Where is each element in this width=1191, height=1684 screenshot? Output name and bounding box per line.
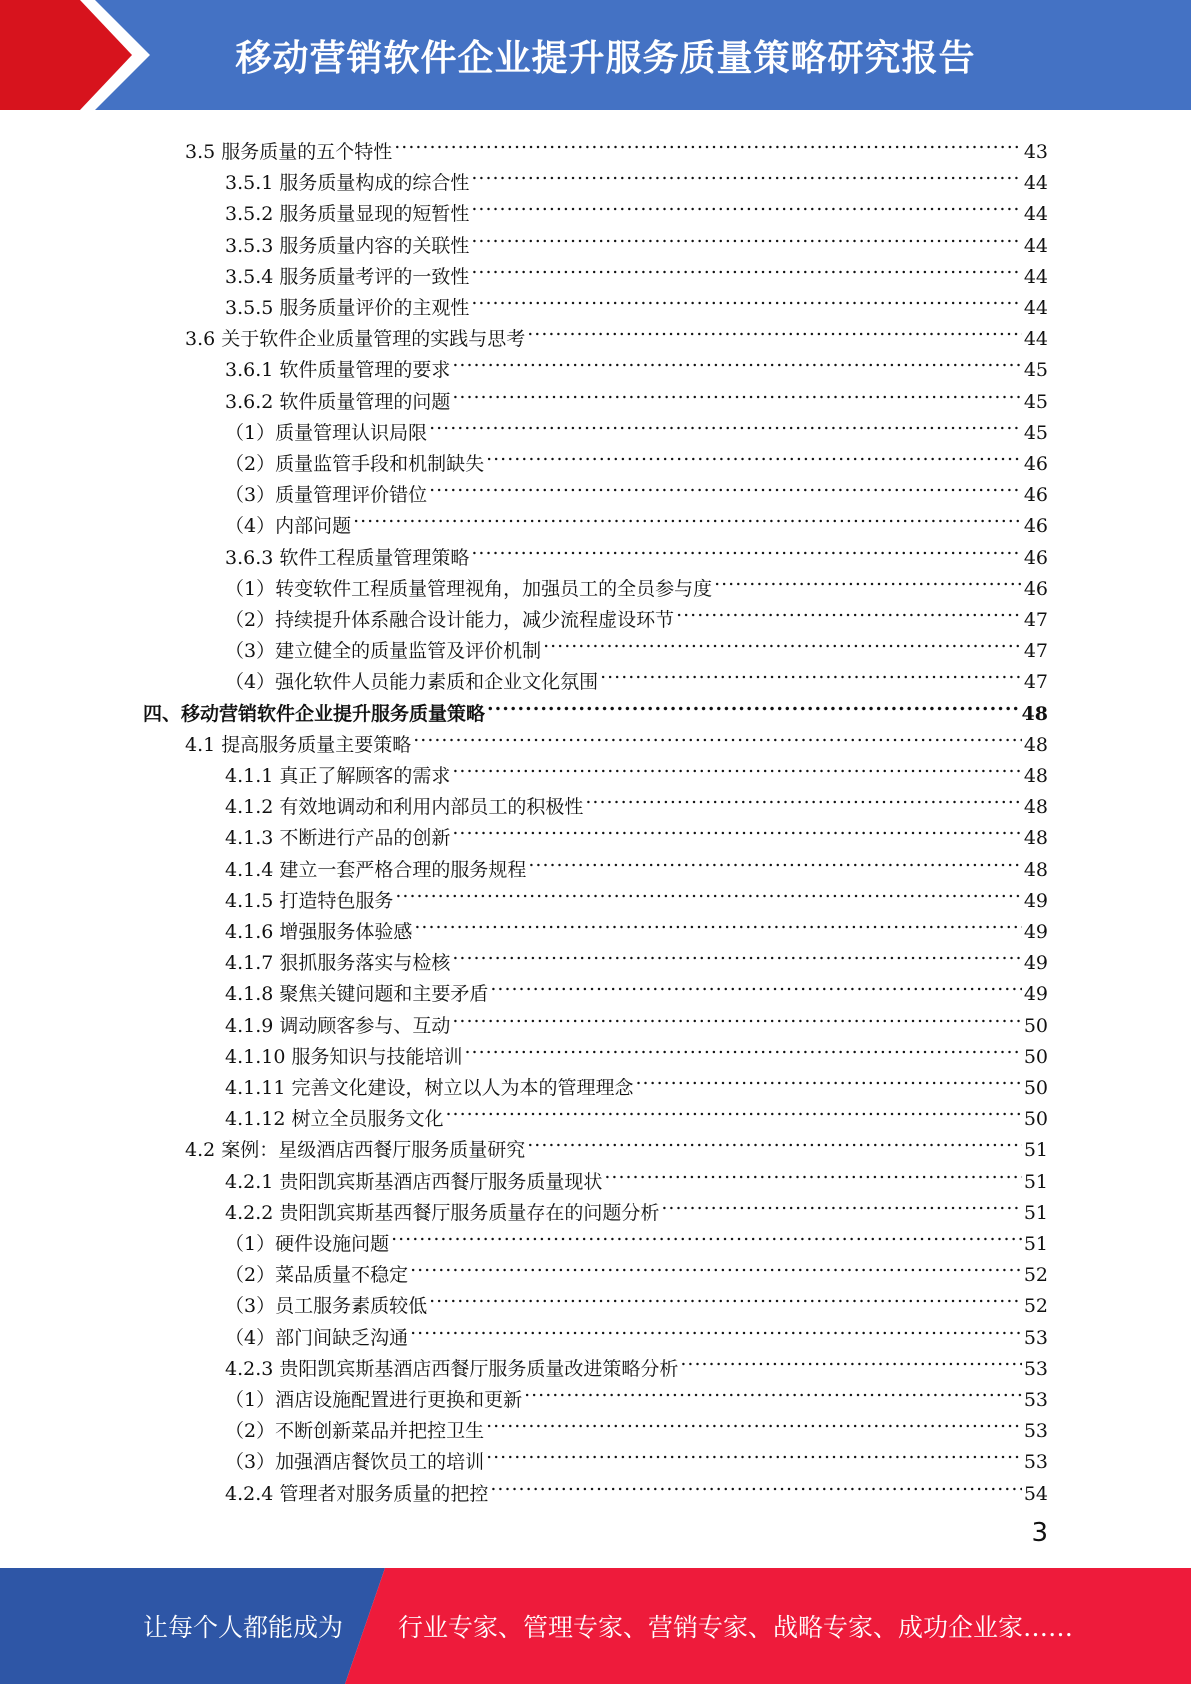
toc-dot-leader: [410, 1250, 1022, 1281]
toc-entry-page: 53: [1023, 1451, 1048, 1474]
toc-dot-leader: [452, 813, 1021, 844]
toc-entry[interactable]: [225, 345, 1048, 382]
toc-entry[interactable]: [225, 1063, 1048, 1099]
toc-dot-leader: [429, 408, 1022, 439]
footer-slogan-left: 让每个人都能成为: [143, 1613, 344, 1642]
toc-entry[interactable]: [225, 564, 1048, 600]
toc-entry-title: 4.1.9 调动顾客参与、互动: [225, 1014, 451, 1037]
toc-entry-title: 3.5.4 服务质量考评的一致性: [225, 265, 470, 288]
toc-entry[interactable]: [225, 782, 1048, 819]
toc-entry-page: 48: [1023, 827, 1048, 850]
toc-entry-title: 3.5.1 服务质量构成的综合性: [225, 172, 470, 195]
toc-entry-page: 44: [1023, 172, 1048, 195]
toc-entry[interactable]: [225, 158, 1048, 195]
toc-dot-leader: [676, 595, 1022, 626]
toc-dot-leader: [471, 189, 1021, 220]
toc-entry-page: 48: [1023, 765, 1048, 787]
toc-entry-page: 49: [1023, 921, 1048, 943]
toc-entry[interactable]: [225, 470, 1048, 507]
toc-entry-title: 4.1.6 增强服务体验感: [225, 921, 413, 943]
toc-dot-leader: [543, 626, 1022, 657]
toc-entry[interactable]: [225, 221, 1048, 257]
toc-entry-title: 3.6.3 软件工程质量管理策略: [225, 546, 470, 569]
toc-entry[interactable]: [225, 252, 1048, 288]
toc-entry[interactable]: [225, 1406, 1048, 1443]
toc-entry-title: （2）质量监管手段和机制缺失: [225, 453, 485, 475]
toc-entry-title: 4.1.10 服务知识与技能培训: [225, 1045, 463, 1068]
toc-entry-title: 4.1.3 不断进行产品的创新: [225, 827, 451, 850]
toc-dot-leader: [527, 1125, 1022, 1156]
header-arrow-decoration: [0, 0, 160, 110]
toc-dot-leader: [487, 689, 1020, 720]
toc-entry-title: 4.2.2 贵阳凯宾斯基西餐厅服务质量存在的问题分析: [225, 1201, 660, 1224]
toc-entry-page: 46: [1023, 453, 1048, 475]
toc-entry[interactable]: [225, 501, 1048, 538]
toc-entry[interactable]: [225, 439, 1048, 475]
toc-entry[interactable]: [185, 1125, 1048, 1162]
toc-entry-page: 43: [1023, 141, 1048, 163]
toc-entry[interactable]: [185, 314, 1048, 351]
toc-dot-leader: [527, 314, 1022, 345]
page-number: 3: [1031, 1518, 1048, 1548]
toc-entry[interactable]: [225, 1344, 1048, 1380]
toc-entry-title: 4.2.4 管理者对服务质量的把控: [225, 1482, 489, 1505]
toc-dot-leader: [680, 1344, 1021, 1375]
toc-dot-leader: [471, 283, 1021, 314]
toc-dot-leader: [395, 876, 1021, 907]
toc-entry[interactable]: [225, 969, 1048, 1006]
toc-entry-title: 4.1.4 建立一套严格合理的服务规程: [225, 858, 527, 881]
toc-entry[interactable]: [225, 595, 1048, 631]
toc-entry-title: 3.5 服务质量的五个特性: [185, 141, 393, 163]
toc-dot-leader: [471, 533, 1021, 564]
footer-slogan-right: 行业专家、管理专家、营销专家、战略专家、成功企业家……: [398, 1613, 1074, 1642]
toc-dot-leader: [471, 252, 1021, 283]
toc-entry[interactable]: [225, 938, 1048, 975]
toc-entry[interactable]: [143, 689, 1048, 725]
toc-entry-title: （1）质量管理认识局限: [225, 421, 428, 444]
toc-entry-title: （4）强化软件人员能力素质和企业文化氛围: [225, 671, 599, 694]
toc-entry-page: 48: [1023, 796, 1048, 819]
toc-dot-leader: [452, 1001, 1021, 1032]
toc-entry-page: 52: [1023, 1295, 1048, 1318]
toc-dot-leader: [452, 345, 1021, 376]
toc-dot-leader: [429, 470, 1022, 501]
toc-entry-title: 4.2.3 贵阳凯宾斯基酒店西餐厅服务质量改进策略分析: [225, 1357, 679, 1380]
toc-entry-title: 3.6.1 软件质量管理的要求: [225, 359, 451, 382]
toc-dot-leader: [445, 1094, 1021, 1125]
toc-entry-page: 47: [1023, 671, 1048, 694]
toc-entry-page: 51: [1023, 1139, 1048, 1162]
toc-entry-page: 51: [1023, 1233, 1048, 1255]
toc-entry-page: 44: [1023, 328, 1048, 351]
toc-entry-title: 4.1.8 聚焦关键问题和主要矛盾: [225, 983, 489, 1006]
toc-entry-page: 53: [1023, 1389, 1048, 1411]
toc-entry[interactable]: [225, 1469, 1048, 1505]
toc-entry-title: 4.1.1 真正了解顾客的需求: [225, 765, 451, 787]
toc-entry[interactable]: [225, 408, 1048, 444]
toc-entry-title: 3.6.2 软件质量管理的问题: [225, 390, 451, 413]
toc-entry-page: 51: [1023, 1201, 1048, 1224]
toc-entry[interactable]: [225, 813, 1048, 850]
toc-entry-title: 4.1.5 打造特色服务: [225, 889, 394, 912]
toc-entry-title: 3.6 关于软件企业质量管理的实践与思考: [185, 328, 526, 351]
toc-entry[interactable]: [225, 1219, 1048, 1255]
toc-entry-title: （2）菜品质量不稳定: [225, 1264, 409, 1287]
toc-entry-title: （3）加强酒店餐饮员工的培训: [225, 1451, 485, 1474]
toc-entry-title: 4.1.11 完善文化建设，树立以人为本的管理理念: [225, 1077, 634, 1099]
toc-entry[interactable]: [225, 377, 1048, 413]
toc-entry[interactable]: [225, 189, 1048, 226]
toc-entry[interactable]: [225, 876, 1048, 912]
toc-dot-leader: [452, 377, 1021, 408]
toc-entry-page: 51: [1023, 1170, 1048, 1193]
toc-entry-title: 4.1.2 有效地调动和利用内部员工的积极性: [225, 796, 584, 819]
toc-entry-page: 45: [1023, 359, 1048, 382]
toc-dot-leader: [604, 1157, 1021, 1188]
toc-entry-title: （4）部门间缺乏沟通: [225, 1326, 409, 1349]
toc-entry-title: （2）不断创新菜品并把控卫生: [225, 1420, 485, 1443]
toc-entry-title: （3）质量管理评价错位: [225, 484, 428, 507]
toc-entry[interactable]: [225, 751, 1048, 787]
toc-entry-page: 47: [1023, 609, 1048, 631]
toc-dot-leader: [528, 845, 1021, 876]
toc-entry-page: 48: [1023, 858, 1048, 881]
toc-dot-leader: [471, 158, 1021, 189]
toc-entry-title: （3）建立健全的质量监管及评价机制: [225, 640, 542, 663]
toc-entry-page: 46: [1023, 515, 1048, 538]
page-header: [0, 0, 1191, 110]
toc-entry-title: （1）酒店设施配置进行更换和更新: [225, 1389, 523, 1411]
toc-entry[interactable]: [225, 907, 1048, 943]
toc-entry-title: （3）员工服务素质较低: [225, 1295, 428, 1318]
toc-entry-page: 44: [1023, 234, 1048, 257]
toc-entry[interactable]: [225, 1313, 1048, 1349]
toc-entry-title: （1）转变软件工程质量管理视角，加强员工的全员参与度: [225, 577, 713, 600]
toc-entry[interactable]: [225, 1437, 1048, 1474]
toc-entry[interactable]: [225, 1188, 1048, 1224]
toc-dot-leader: [391, 1219, 1022, 1250]
toc-dot-leader: [600, 657, 1022, 688]
toc-entry-title: 4.1.7 狠抓服务落实与检核: [225, 952, 451, 975]
toc-entry[interactable]: [225, 283, 1048, 319]
toc-entry-page: 53: [1023, 1420, 1048, 1443]
toc-entry-page: 44: [1023, 297, 1048, 319]
toc-dot-leader: [490, 1469, 1021, 1500]
toc-dot-leader: [413, 720, 1022, 751]
toc-entry-title: 4.2 案例：星级酒店西餐厅服务质量研究: [185, 1139, 526, 1162]
toc-dot-leader: [490, 969, 1021, 1000]
toc-entry-page: 49: [1023, 889, 1048, 912]
toc-dot-leader: [486, 1406, 1022, 1437]
toc-entry[interactable]: [225, 657, 1048, 694]
toc-entry-page: 53: [1023, 1357, 1048, 1380]
toc-dot-leader: [486, 1437, 1022, 1468]
toc-entry[interactable]: [225, 533, 1048, 569]
toc-dot-leader: [452, 938, 1021, 969]
toc-entry-title: 4.1 提高服务质量主要策略: [185, 733, 412, 756]
toc-dot-leader: [410, 1313, 1022, 1344]
toc-dot-leader: [452, 751, 1021, 782]
toc-entry-page: 46: [1023, 577, 1048, 600]
toc-dot-leader: [464, 1032, 1021, 1063]
toc-entry[interactable]: [225, 845, 1048, 881]
toc-entry-title: 3.5.5 服务质量评价的主观性: [225, 297, 470, 319]
toc-entry-page: 50: [1023, 1108, 1048, 1131]
toc-entry-page: 46: [1023, 546, 1048, 569]
toc-entry-title: 3.5.2 服务质量显现的短暂性: [225, 203, 470, 226]
toc-entry[interactable]: [225, 1281, 1048, 1318]
toc-entry-page: 49: [1023, 983, 1048, 1006]
toc-dot-leader: [661, 1188, 1021, 1219]
toc-dot-leader: [394, 127, 1022, 158]
toc-entry-page: 50: [1023, 1045, 1048, 1068]
toc-dot-leader: [714, 564, 1022, 595]
toc-entry[interactable]: [225, 1094, 1048, 1131]
toc-entry-title: （4）内部问题: [225, 515, 352, 538]
toc-entry-page: 44: [1023, 203, 1048, 226]
toc-entry-page: 45: [1023, 390, 1048, 413]
toc-entry-page: 47: [1023, 640, 1048, 663]
toc-entry-title: 3.5.3 服务质量内容的关联性: [225, 234, 470, 257]
document-title: 移动营销软件企业提升服务质量策略研究报告: [235, 37, 976, 79]
toc-entry-page: 44: [1023, 265, 1048, 288]
toc-entry-page: 52: [1023, 1264, 1048, 1287]
toc-entry[interactable]: [225, 1250, 1048, 1287]
toc-entry-page: 53: [1023, 1326, 1048, 1349]
toc-dot-leader: [524, 1375, 1022, 1406]
toc-entry-page: 50: [1023, 1014, 1048, 1037]
toc-entry-page: 50: [1023, 1077, 1048, 1099]
toc-entry-title: （2）持续提升体系融合设计能力，减少流程虚设环节: [225, 609, 675, 631]
toc-entry[interactable]: [225, 1375, 1048, 1411]
toc-entry-page: 45: [1023, 421, 1048, 444]
toc-entry-title: （1）硬件设施问题: [225, 1233, 390, 1255]
toc-dot-leader: [585, 782, 1021, 813]
toc-entry[interactable]: [185, 127, 1048, 163]
toc-dot-leader: [635, 1063, 1021, 1094]
toc-entry-page: 48: [1023, 733, 1048, 756]
toc-dot-leader: [414, 907, 1021, 938]
toc-entry-title: 4.2.1 贵阳凯宾斯基酒店西餐厅服务质量现状: [225, 1170, 603, 1193]
toc-entry[interactable]: [225, 1001, 1048, 1037]
toc-entry-title: 四、移动营销软件企业提升服务质量策略: [143, 702, 486, 725]
toc-dot-leader: [471, 221, 1021, 252]
toc-entry-page: 46: [1023, 484, 1048, 507]
toc-entry[interactable]: [225, 1157, 1048, 1193]
toc-dot-leader: [486, 439, 1022, 470]
toc-entry-page: 54: [1023, 1482, 1048, 1505]
toc-entry[interactable]: [225, 626, 1048, 663]
toc-entry[interactable]: [225, 1032, 1048, 1068]
toc-entry-page: 48: [1021, 702, 1048, 725]
toc-entry-page: 49: [1023, 952, 1048, 975]
toc-entry-title: 4.1.12 树立全员服务文化: [225, 1108, 444, 1131]
toc-dot-leader: [429, 1281, 1022, 1312]
toc-entry[interactable]: [185, 720, 1048, 756]
toc-dot-leader: [353, 501, 1022, 532]
page-footer: [0, 1568, 1191, 1684]
